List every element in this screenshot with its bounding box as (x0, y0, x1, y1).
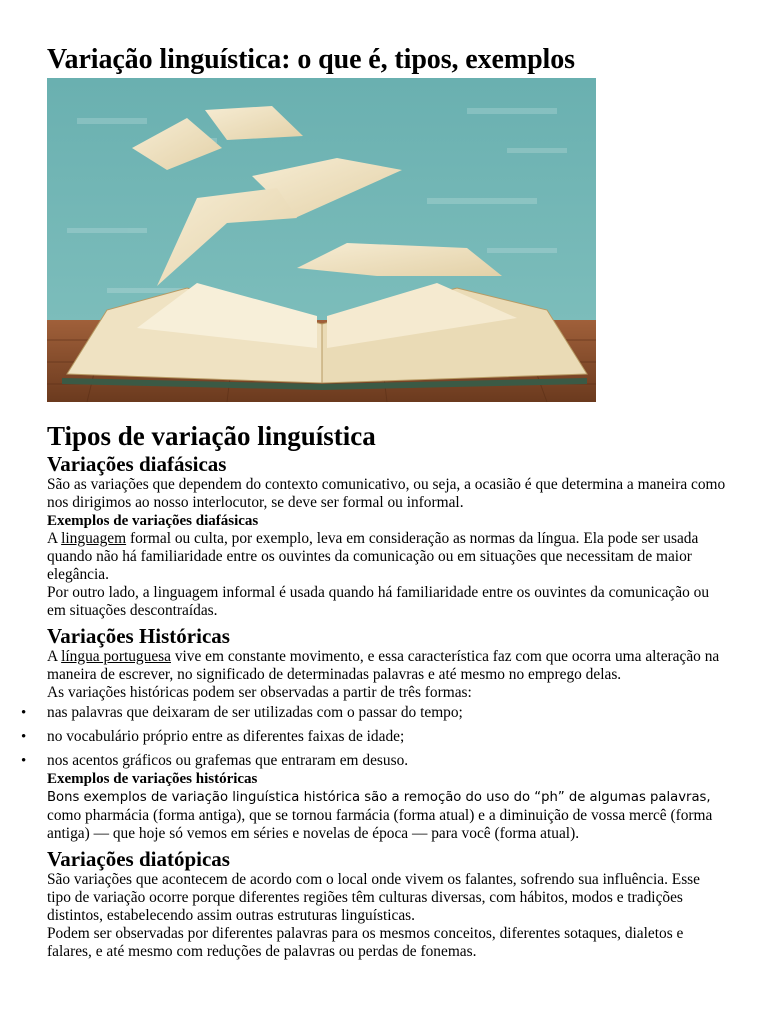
page-title: Variação linguística: o que é, tipos, exemplos (47, 44, 575, 75)
section-title: Tipos de variação linguística (47, 421, 376, 451)
historicas-title: Variações Históricas (47, 624, 230, 648)
diafasicas-intro: São as variações que dependem do contexto comunicativo, ou seja, a ocasião é que determina a maneira como nos dirigimos ao nosso interlocutor, se deve ser formal ou informal. (47, 476, 726, 511)
historicas-forms-list (21, 704, 727, 770)
diafasicas-examples-title: Exemplos de variações diafásicas (47, 513, 259, 529)
lingua-portuguesa-link[interactable]: língua portuguesa (61, 648, 171, 665)
diafasicas-paragraph-1: A linguagem formal ou culta, por exemplo, leva em consideração as normas da língua. Ela pode ser usada quando não há familiaridade entre os ouvintes da comunicação ou em situações que necessitam de maior elegância. (47, 530, 699, 583)
diatopicas-paragraph-1: São variações que acontecem de acordo com o local onde vivem os falantes, sofrendo sua influência. Esse tipo de variação ocorre porque diferentes regiões têm culturas diversas, com hábitos, modos e tradições distintos, estabelecendo assim outras estruturas linguísticas. (47, 871, 701, 924)
historicas-examples-text: Bons exemplos de variação linguística histórica são a remoção do uso do “ph” de algumas palavras, como pharmácia (forma antiga), que se tornou farmácia (forma atual) e a diminuição de vossa mercê (forma antiga) — que hoje só vemos em séries e novelas de época — para você (forma atual). (47, 790, 713, 842)
diatopicas-paragraph-2: Podem ser observadas por diferentes palavras para os mesmos conceitos, diferentes sotaques, dialetos e falares, e até mesmo com reduções de palavras ou perdas de fonemas. (47, 925, 684, 960)
historicas-examples-title: Exemplos de variações históricas (47, 771, 258, 787)
diafasicas-title: Variações diafásicas (47, 452, 227, 476)
flying-book-pages-image (47, 78, 596, 402)
list-item: • nos acentos gráficos ou grafemas que entraram em desuso. (21, 752, 409, 769)
linguagem-link[interactable]: linguagem (61, 530, 127, 547)
bullet-icon: • (21, 753, 27, 769)
bullet-icon: • (21, 729, 27, 745)
list-item: • no vocabulário próprio entre as diferentes faixas de idade; (21, 728, 405, 745)
document-page (21, 42, 727, 961)
historicas-paragraph-2: As variações históricas podem ser observadas a partir de três formas: (47, 684, 472, 701)
historicas-paragraph-1: A língua portuguesa vive em constante movimento, e essa característica faz com que ocorra uma alteração na maneira de escrever, no significado de determinadas palavras e até mesmo no emprego delas. (47, 648, 720, 683)
diafasicas-paragraph-2: Por outro lado, a linguagem informal é usada quando há familiaridade entre os ouvintes da comunicação ou em situações descontraídas. (47, 584, 710, 619)
bullet-icon: • (21, 705, 27, 721)
diatopicas-title: Variações diatópicas (47, 847, 230, 871)
list-item: • nas palavras que deixaram de ser utilizadas com o passar do tempo; (21, 704, 463, 721)
